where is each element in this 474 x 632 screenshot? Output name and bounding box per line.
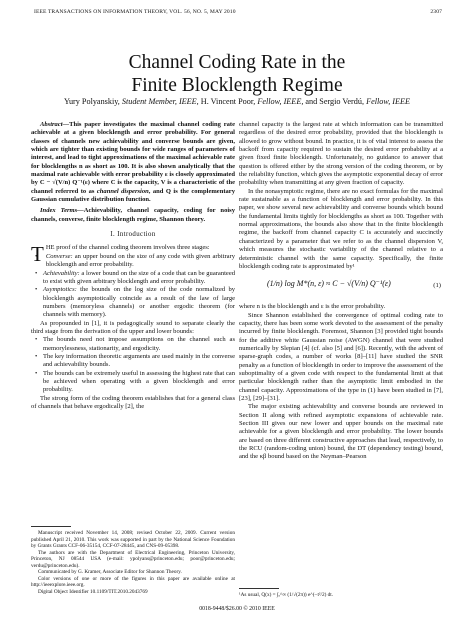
abstract-lead: Abstract— bbox=[40, 121, 70, 128]
footnote-rule bbox=[31, 526, 71, 527]
stage-list bbox=[31, 253, 235, 320]
list-item-term: Asymptotics: bbox=[43, 286, 77, 294]
list-item bbox=[31, 253, 235, 270]
abstract-text-2: , and Q is the complementary Gaussian cumulative distribution function. bbox=[31, 187, 235, 204]
index-terms bbox=[31, 207, 235, 224]
footnote-q-definition: ¹As usual, Q(x) = ∫ₓ^∞ (1/√(2π)) e^(−t²/2) dt. bbox=[239, 592, 334, 598]
list-item: • The key information theoretic arguments are used mainly in the converse and achievability bounds. bbox=[31, 353, 235, 370]
author-2-role: Fellow, IEEE, bbox=[257, 97, 304, 106]
list-item-text: a lower bound on the size of a code that can be guaranteed to exist with given arbitrary blocklength and error probability. bbox=[43, 269, 235, 285]
footnote-rule bbox=[239, 588, 279, 589]
footnote: Color versions of one or more of the figures in this paper are available online at http://ieeexplore.ieee.org. bbox=[31, 575, 235, 588]
drop-cap: T bbox=[31, 242, 44, 267]
list-item-term: Achievability: bbox=[43, 269, 80, 277]
footnote: Communicated by G. Kramer, Associate Editor for Shannon Theory. bbox=[38, 569, 182, 575]
list-item-text: the bounds on the log size of the code normalized by blocklength asymptotically coincide as a result of the law of large numbers (memoryless channels) or another ergodic theorem (for channels with memory). bbox=[43, 286, 235, 319]
intro-paragraph-2: As propounded in [1], it is pedagogically sound to separate clearly the third stage from the derivation of the upper and lower bounds: bbox=[31, 319, 235, 335]
footnote: Digital Object Identifier 10.1109/TIT.2010.2043769 bbox=[38, 588, 148, 595]
equation-expression: (1/n) log M*(n, ε) ≈ C − √(V/n) Q⁻¹(ε) bbox=[267, 279, 391, 289]
paper-title bbox=[0, 51, 474, 97]
equation-number: (1) bbox=[433, 282, 441, 290]
abstract-channel-dispersion: channel dispersion bbox=[96, 187, 149, 195]
abstract-text-1: This paper investigates the maximal channel coding rate achievable at a given blocklength and error probability. For general classes of channels new achievability and converse bounds are given, which are tighter than existing bounds for wide ranges of parameters of interest, and lead to tight approximations of the maximal achievable rate for blocklengths n as short as 100. It is also shown analytically that the maximal rate achievable with error probability ε is closely approximated by C − √(V/n) Q⁻¹(ε) where C is the capacity, V is a characteristic of the channel referred to as bbox=[31, 121, 235, 195]
intro-paragraph-3: The strong form of the coding theorem establishes that for a general class of channels that behave ergodically [2], the bbox=[31, 394, 235, 410]
footnote: Manuscript received November 14, 2008; revised October 22, 2009. Current version published April 21, 2010. This work was supported in part by the National Science Foundation by Grants Grants CCF-06-35154, CCF-07-28445, and CNS-09-05398. bbox=[31, 530, 235, 549]
right-paragraph-3: where n is the blocklength and ε is the error probability. bbox=[239, 303, 386, 311]
right-paragraph-4: Since Shannon established the convergence of optimal coding rate to capacity, there has been some work devoted to the assessment of the penalty incurred by finite blocklength. Foremost, Shannon [3] provided tight bounds for the additive white Gaussian noise (AWGN) channel that were studied numerically by Slepian [4] (cf. also [5] and [6]). Recently, with the advent of sparse-graph codes, a number of works [8]–[11] have studied the SNR penalty as a function of blocklength in order to improve the assessment of the suboptimality of a given code with respect to the fundamental limit at that particular blocklength rather than the asymptotic limit embodied in the channel capacity. Approximations of the type in (1) have been studied in [7], [23], [29]–[31]. bbox=[239, 311, 443, 402]
author-3: and Sergio Verdú, bbox=[305, 97, 365, 106]
title-line-2: Finite Blocklength Regime bbox=[131, 75, 343, 96]
right-column bbox=[239, 121, 443, 462]
list-item-text: an upper bound on the size of any code with given arbitrary blocklength and error probability. bbox=[45, 252, 235, 269]
footnote: The authors are with the Department of Electrical Engineering, Princeton University, Princeton, NJ 08544 USA (e-mail: ypolyans@princeton.edu; poor@princeton.edu; verdu@princeton.edu). bbox=[31, 549, 235, 569]
author-line bbox=[0, 97, 474, 106]
right-paragraph-1: channel capacity is the largest rate at which information can be transmitted regardless of the desired error probability, provided that the blocklength is allowed to grow without bound. In practice, it is of vital interest to assess the backoff from capacity required to sustain the desired error probability at a given fixed finite blocklength. Unfortunately, no guidance to answer that question is offered either by the strong version of the coding theorem, or by the reliability function, which gives the asymptotic exponential decay of error probability when transmitting at any given fraction of capacity. bbox=[239, 121, 443, 187]
abstract bbox=[31, 121, 235, 204]
copyright-line: 0018-9448/$26.00 © 2010 IEEE bbox=[199, 606, 275, 612]
bounds-list bbox=[31, 336, 235, 394]
running-header bbox=[34, 9, 442, 18]
list-item-term: Converse: bbox=[45, 252, 73, 260]
equation-1 bbox=[239, 274, 443, 300]
intro-p1-text: HE proof of the channel coding theorem involves three stages: bbox=[45, 244, 210, 252]
journal-header: IEEE TRANSACTIONS ON INFORMATION THEORY, VOL. 56, NO. 5, MAY 2010 bbox=[34, 9, 236, 15]
left-column bbox=[31, 121, 235, 411]
footnotes bbox=[31, 526, 235, 595]
index-terms-text: Achievability, channel capacity, coding for noisy channels, converse, finite blocklength regime, Shannon theory. bbox=[31, 207, 235, 223]
right-footnote bbox=[239, 588, 443, 599]
list-item: • The bounds need not impose assumptions on the channel such as memorylessness, stationarity, and ergodicity. bbox=[31, 336, 235, 353]
right-paragraph-2: In the nonasymptotic regime, there are no exact formulas for the maximal rate sustainable as a function of blocklength and error probability. In this paper, we show several new achievability and converse bounds which bound the fundamental limits tightly for blocklengths as short as 100. Together with normal approximations, the bounds also show that in the finite blocklength regime, the backoff from channel capacity C is accurately and succinctly characterized by a parameter that we refer to as the channel dispersion V, which measures the stochastic variability of the channel relative to a deterministic channel with the same capacity. Specifically, the finite blocklength coding rate is approximated by¹ bbox=[239, 187, 443, 270]
list-item bbox=[31, 270, 235, 287]
list-item: • The bounds can be extremely useful in assessing the highest rate that can be achieved when operating with a given blocklength and error probability. bbox=[31, 370, 235, 395]
author-2: H. Vincent Poor, bbox=[200, 97, 256, 106]
author-1: Yury Polyanskiy, bbox=[63, 97, 120, 106]
right-paragraph-5: The major existing achievability and converse bounds are reviewed in Section II along with refined asymptotic expansions of achievable rate. Section III gives our new lower and upper bounds on the maximal rate achievable for a given blocklength and error probability. The lower bounds are based on three different constructive approaches that lead, respectively, to the RCU (random-coding union) bound, the DT (dependency testing) bound, and the κβ bound based on the Neyman–Pearson bbox=[239, 403, 443, 461]
list-item bbox=[31, 286, 235, 319]
page-number: 2307 bbox=[430, 9, 442, 15]
title-line-1: Channel Coding Rate in the bbox=[128, 52, 346, 73]
index-terms-lead: Index Terms— bbox=[40, 207, 84, 215]
author-3-role: Fellow, IEEE bbox=[366, 97, 411, 106]
author-1-role: Student Member, IEEE, bbox=[121, 97, 199, 106]
section-heading: I. Introduction bbox=[110, 231, 156, 239]
